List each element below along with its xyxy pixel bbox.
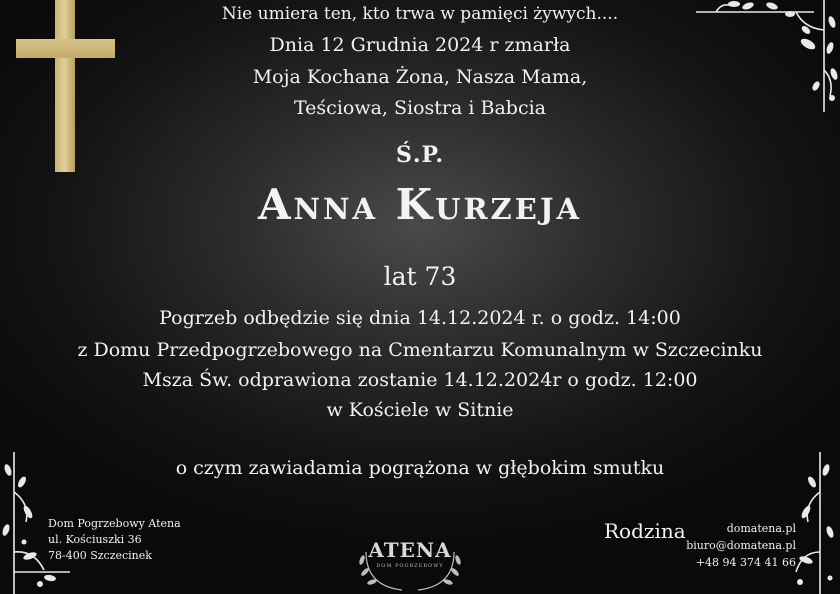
intro-line-3: Teściowa, Siostra i Babcia [293,97,546,119]
logo-text: ATENA [368,538,452,562]
funeral-home-address [48,516,181,564]
funeral-home-street: ul. Kościuszki 36 [48,533,142,546]
email-link[interactable]: biuro@domatena.pl [686,539,796,552]
funeral-home-name: Dom Pogrzebowy Atena [48,517,181,530]
motto: Nie umiera ten, kto trwa w pamięci żywych.... [221,4,619,24]
contact-info [676,520,796,571]
phone-number: +48 94 374 41 66 [695,556,796,569]
deceased-name: Anna Kurzeja [257,180,583,229]
funeral-line-2: z Domu Przedpogrzebowego na Cmentarzu Komunalnym w Szczecinku [77,339,763,361]
signature: Rodzina [604,519,686,543]
funeral-home-city: 78-400 Szczecinek [48,549,152,562]
sp-abbreviation: Ś.P. [395,142,445,168]
funeral-line-1: Pogrzeb odbędzie się dnia 14.12.2024 r. o godz. 14:00 [159,307,681,329]
notice: o czym zawiadamia pogrążona w głębokim smutku [175,457,665,479]
funeral-line-3: Msza Św. odprawiona zostanie 14.12.2024r o godz. 12:00 [142,369,698,391]
intro-line-1: Dnia 12 Grudnia 2024 r zmarła [269,34,571,56]
logo-subtitle: DOM POGRZEBOWY [376,563,444,569]
intro-line-2: Moja Kochana Żona, Nasza Mama, [252,66,588,88]
funeral-line-4: w Kościele w Sitnie [326,399,514,421]
website-link[interactable]: domatena.pl [726,522,796,535]
atena-logo [352,530,468,594]
age: lat 73 [383,262,457,291]
